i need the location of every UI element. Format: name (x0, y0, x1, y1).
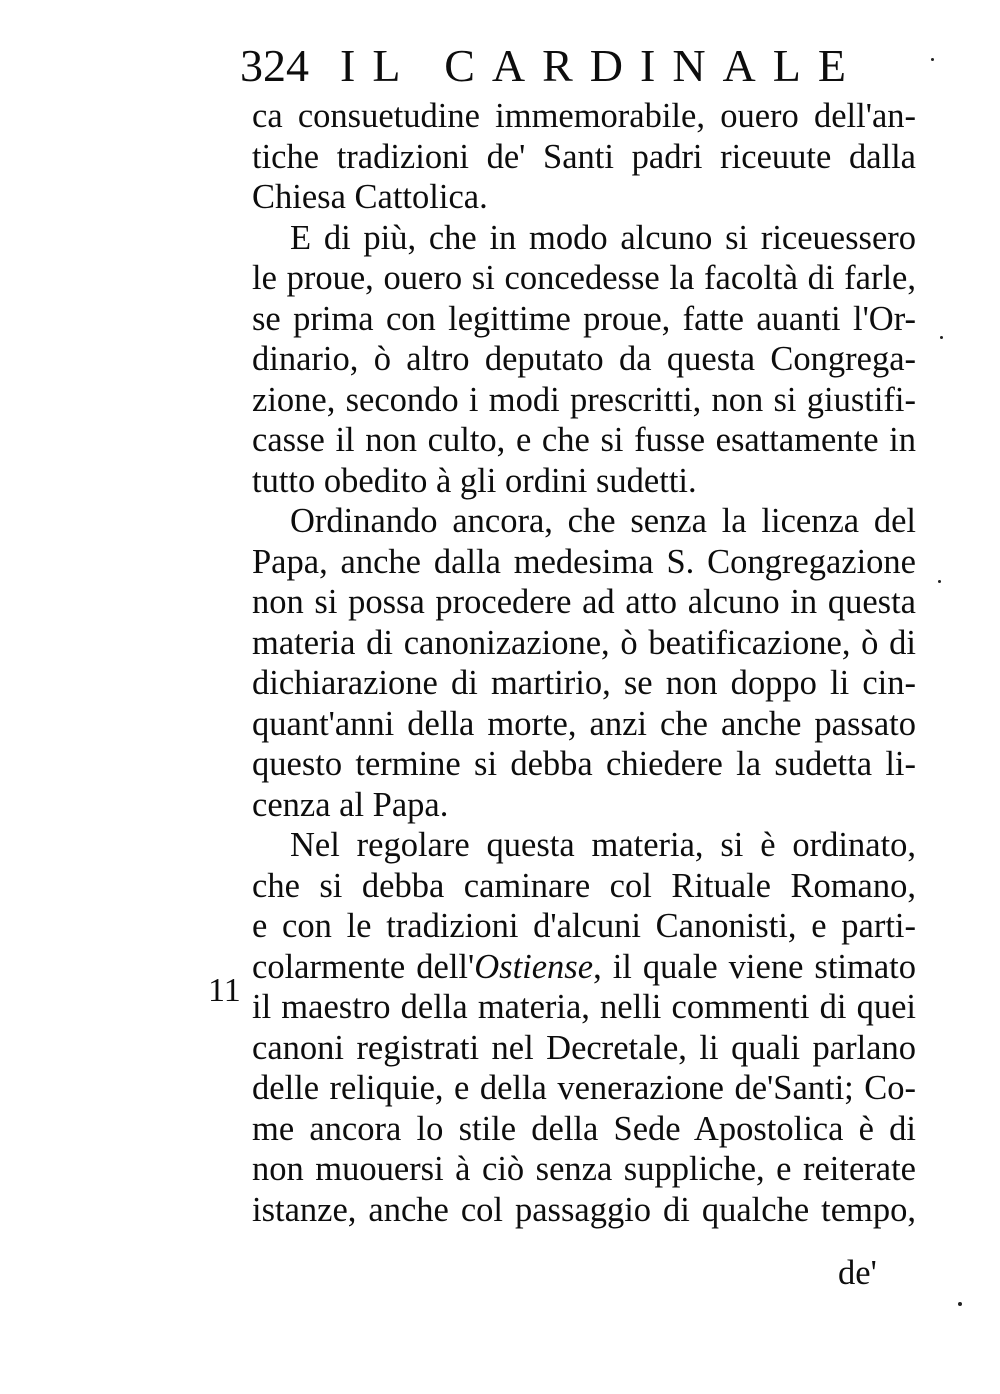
text-line: dinario, ò altro deputato da questa Congrega- (252, 340, 916, 378)
text-line: il maestro della materia, nelli commenti di quei (252, 988, 916, 1026)
text-line: canoni registrati nel Decretale, li quali parlano (252, 1028, 916, 1067)
text-line: questo termine si debba chiedere la sudetta li- (252, 745, 916, 783)
ink-speck (931, 58, 934, 61)
text-line: zione, secondo i modi prescritti, non si giustifi- (252, 380, 916, 419)
text-line: quant'anni della morte, anzi che anche passato (252, 704, 916, 743)
text-line: tiche tradizioni de' Santi padri riceuute dalla (252, 137, 916, 176)
text-line-part: , il quale viene stimato (593, 947, 916, 986)
text-line: casse il non culto, e che si fusse esattamente in (252, 421, 916, 459)
text-line: me ancora lo stile della Sede Apostolica è di (252, 1109, 916, 1148)
margin-note: 11 (208, 972, 241, 1009)
text-line: che si debba caminare col Rituale Romano, (252, 866, 916, 905)
text-line (252, 947, 916, 988)
text-line: dichiarazione di martirio, se non doppo li cin- (252, 664, 916, 702)
text-line-part: colarmente dell' (252, 947, 475, 986)
text-line: Ordinando ancora, che senza la licenza del (290, 502, 916, 540)
text-line: Nel regolare questa materia, si è ordinato, (290, 826, 916, 864)
page-number: 324 (240, 40, 309, 91)
ink-speck (940, 336, 943, 339)
text-line: se prima con legittime proue, fatte auanti l'Or- (252, 299, 916, 338)
text-line: cenza al Papa. (252, 785, 449, 824)
ink-speck (958, 1302, 962, 1306)
text-line: ca consuetudine immemorabile, ouero dell'an- (252, 97, 916, 135)
text-line: non si possa procedere ad atto alcuno in questa (252, 583, 916, 621)
text-line: E di più, che in modo alcuno si riceuessero (290, 218, 916, 257)
text-line: Papa, anche dalla medesima S. Congregazione (252, 542, 916, 581)
text-line: non muouersi à ciò senza suppliche, e reiterate (252, 1150, 916, 1188)
text-line: tutto obedito à gli ordini sudetti. (252, 461, 697, 500)
running-head (240, 36, 863, 96)
italic-term: Ostiense (474, 947, 594, 986)
body-text (252, 96, 916, 1230)
text-line: istanze, anche col passaggio di qualche tempo, (252, 1190, 916, 1229)
text-line: le proue, ouero si concedesse la facoltà di farle, (252, 259, 916, 297)
catchword: de' (838, 1254, 877, 1292)
text-line: materia di canonizazione, ò beatificazione, ò di (252, 623, 916, 662)
running-title: IL CARDINALE (340, 40, 863, 91)
ink-speck (938, 580, 941, 583)
text-line: delle reliquie, e della venerazione de'Santi; Co- (252, 1069, 916, 1107)
text-line: Chiesa Cattolica. (252, 178, 488, 216)
text-line: e con le tradizioni d'alcuni Canonisti, e parti- (252, 907, 916, 945)
